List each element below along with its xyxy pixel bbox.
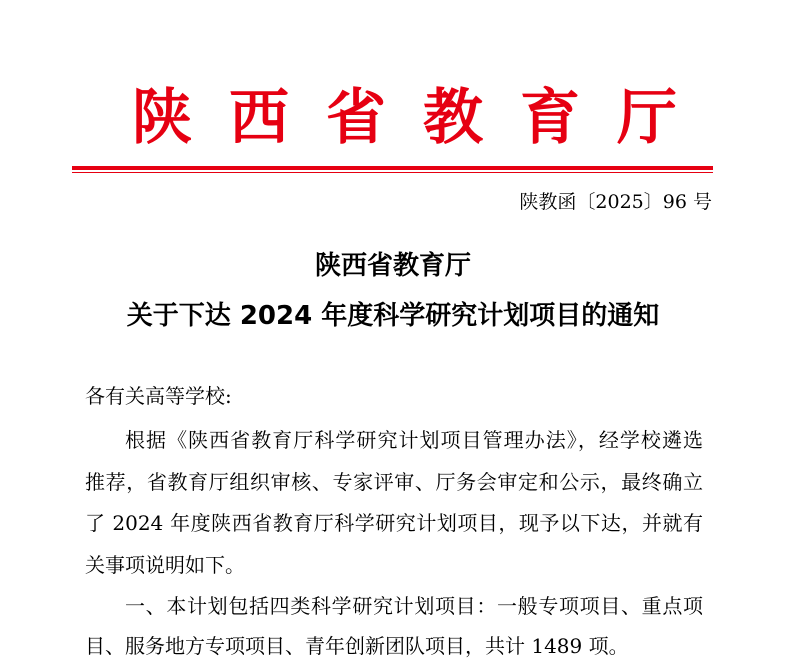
- masthead-title: [70, 78, 715, 158]
- masthead-char: 西: [229, 83, 289, 153]
- body-paragraph-line: 目、服务地方专项项目、青年创新团队项目，共计 1489 项。: [85, 634, 629, 658]
- document-number: 陕教函〔2025〕96 号: [519, 191, 712, 213]
- notice-title-line-1: 陕西省教育厅: [314, 251, 471, 281]
- masthead-char: 陕: [132, 83, 192, 153]
- masthead-char: 教: [423, 83, 483, 153]
- masthead-char: 育: [520, 83, 580, 153]
- body-paragraph-line: 推荐，省教育厅组织审核、专家评审、厅务会审定和公示，最终确立: [85, 470, 703, 494]
- addressee: 各有关高等学校:: [85, 384, 232, 408]
- masthead-char: 省: [326, 83, 386, 153]
- notice-title-line-2: 关于下达 2024 年度科学研究计划项目的通知: [126, 301, 660, 331]
- red-divider-thin: [72, 172, 713, 173]
- red-divider-thick: [72, 166, 713, 170]
- body-paragraph-line: 了 2024 年度陕西省教育厅科学研究计划项目，现予以下达，并就有: [85, 511, 703, 535]
- body-paragraph-line: 根据《陕西省教育厅科学研究计划项目管理办法》，经学校遴选: [125, 428, 703, 452]
- body-paragraph-line: 一、本计划包括四类科学研究计划项目：一般专项项目、重点项: [125, 594, 703, 618]
- masthead-char: 厅: [617, 83, 677, 153]
- body-paragraph-line: 关事项说明如下。: [85, 553, 245, 577]
